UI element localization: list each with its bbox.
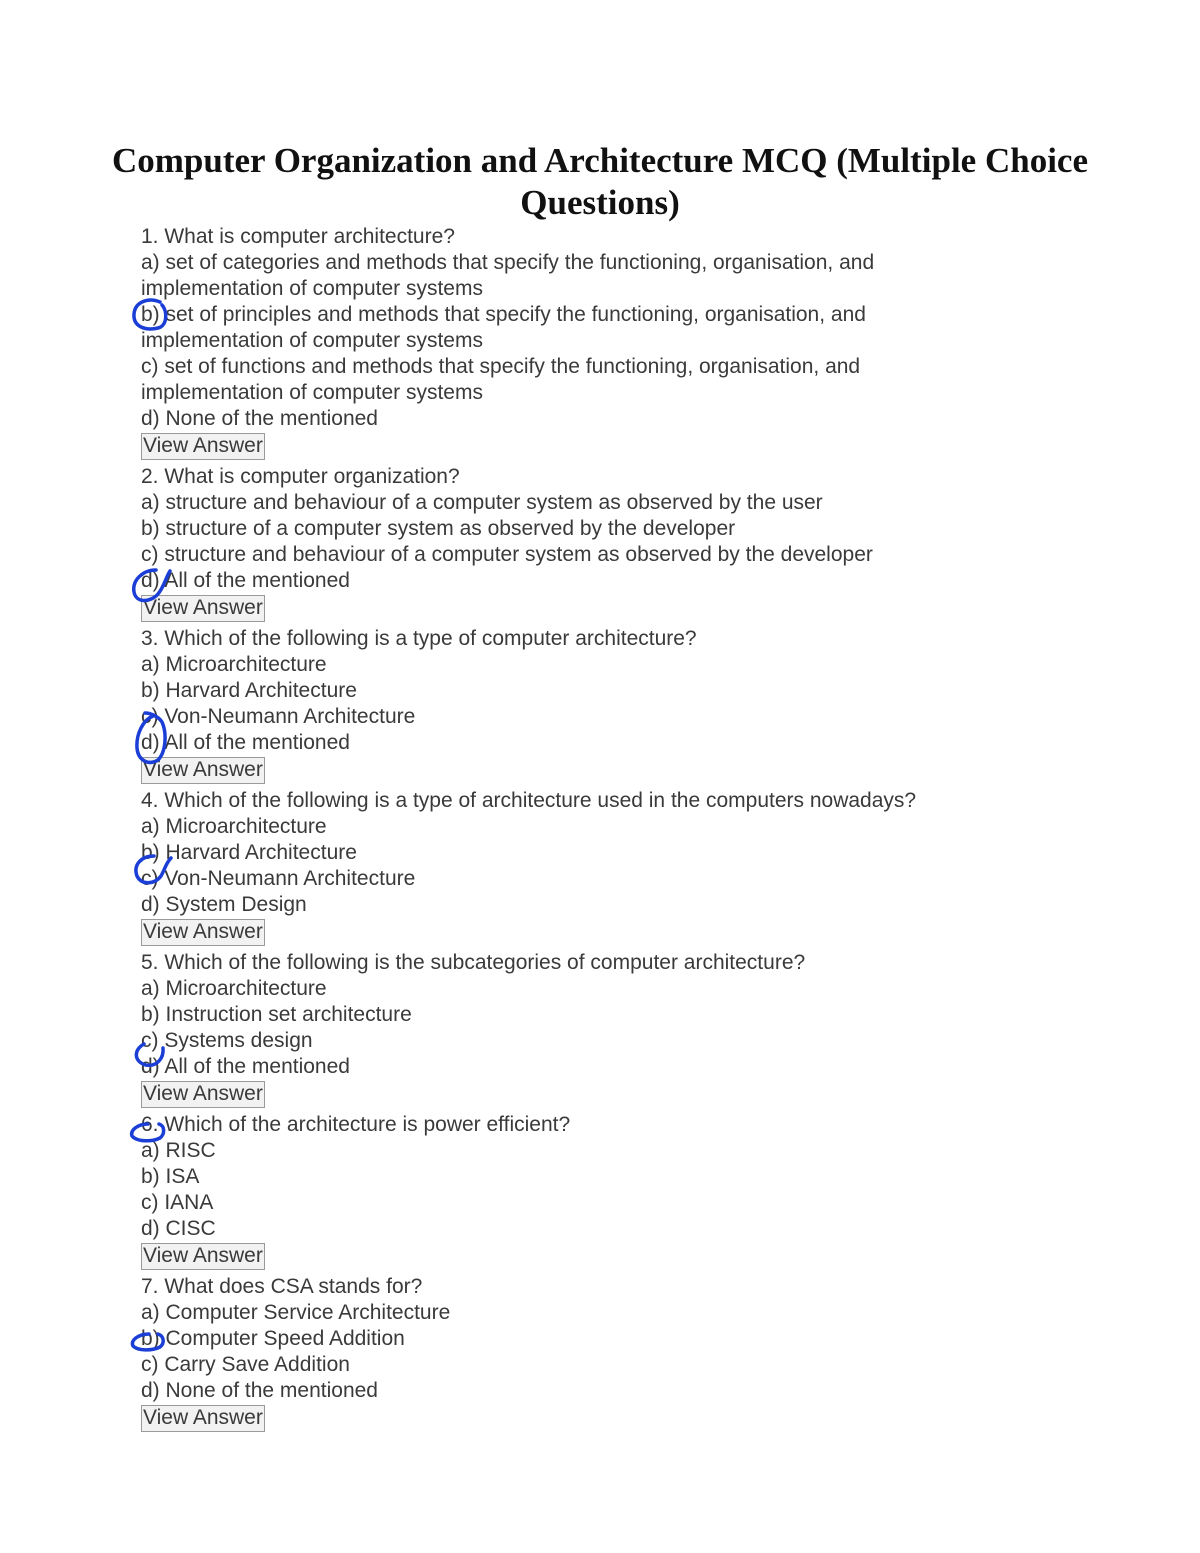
option-b-continued: implementation of computer systems: [141, 329, 483, 352]
question-text: 1. What is computer architecture?: [141, 225, 455, 248]
question-text: 2. What is computer organization?: [141, 465, 460, 488]
view-answer-button[interactable]: View Answer: [141, 1243, 265, 1270]
option-d: d) System Design: [141, 893, 307, 916]
option-b: b) set of principles and methods that specify the functioning, organisation, and: [141, 303, 866, 326]
question-block-3: [141, 626, 1041, 788]
view-answer-button[interactable]: View Answer: [141, 1081, 265, 1108]
option-d: d) None of the mentioned: [141, 407, 378, 430]
option-c-continued: implementation of computer systems: [141, 381, 483, 404]
option-d: d) CISC: [141, 1217, 216, 1240]
question-list: [141, 224, 1041, 1436]
question-text: 3. Which of the following is a type of computer architecture?: [141, 627, 697, 650]
option-c: c) Von-Neumann Architecture: [141, 705, 416, 728]
option-a: a) Microarchitecture: [141, 815, 327, 838]
option-a: a) Microarchitecture: [141, 977, 327, 1000]
option-c: c) structure and behaviour of a computer system as observed by the developer: [141, 543, 873, 566]
view-answer-button[interactable]: View Answer: [141, 433, 265, 460]
option-d: d) All of the mentioned: [141, 569, 350, 592]
view-answer-button[interactable]: View Answer: [141, 757, 265, 784]
option-a: a) RISC: [141, 1139, 216, 1162]
page-title: Computer Organization and Architecture MCQ (Multiple Choice Questions): [111, 141, 1089, 222]
question-text: 7. What does CSA stands for?: [141, 1275, 423, 1298]
option-d: d) None of the mentioned: [141, 1379, 378, 1402]
view-answer-button[interactable]: View Answer: [141, 595, 265, 622]
option-d: d) All of the mentioned: [141, 731, 350, 754]
question-block-4: [141, 788, 1041, 950]
question-block-7: [141, 1274, 1041, 1436]
question-block-2: [141, 464, 1041, 626]
option-d: d) All of the mentioned: [141, 1055, 350, 1078]
option-c: c) IANA: [141, 1191, 214, 1214]
question-block-1: [141, 224, 1041, 464]
option-b: b) Computer Speed Addition: [141, 1327, 405, 1350]
option-b: b) structure of a computer system as observed by the developer: [141, 517, 736, 540]
question-text: 4. Which of the following is a type of architecture used in the computers nowadays?: [141, 789, 917, 812]
question-block-5: [141, 950, 1041, 1112]
question-block-6: [141, 1112, 1041, 1274]
option-b: b) Instruction set architecture: [141, 1003, 412, 1026]
option-c: c) Systems design: [141, 1029, 313, 1052]
option-c: c) Von-Neumann Architecture: [141, 867, 416, 890]
option-a: a) Computer Service Architecture: [141, 1301, 451, 1324]
question-text: 6. Which of the architecture is power efficient?: [141, 1113, 571, 1136]
view-answer-button[interactable]: View Answer: [141, 1405, 265, 1432]
option-b: b) ISA: [141, 1165, 200, 1188]
view-answer-button[interactable]: View Answer: [141, 919, 265, 946]
question-text: 5. Which of the following is the subcategories of computer architecture?: [141, 951, 806, 974]
option-a: a) structure and behaviour of a computer system as observed by the user: [141, 491, 823, 514]
option-a: a) set of categories and methods that specify the functioning, organisation, and: [141, 251, 875, 274]
option-a-continued: implementation of computer systems: [141, 277, 483, 300]
option-b: b) Harvard Architecture: [141, 679, 357, 702]
option-a: a) Microarchitecture: [141, 653, 327, 676]
option-c: c) set of functions and methods that specify the functioning, organisation, and: [141, 355, 861, 378]
option-b: b) Harvard Architecture: [141, 841, 357, 864]
option-c: c) Carry Save Addition: [141, 1353, 350, 1376]
